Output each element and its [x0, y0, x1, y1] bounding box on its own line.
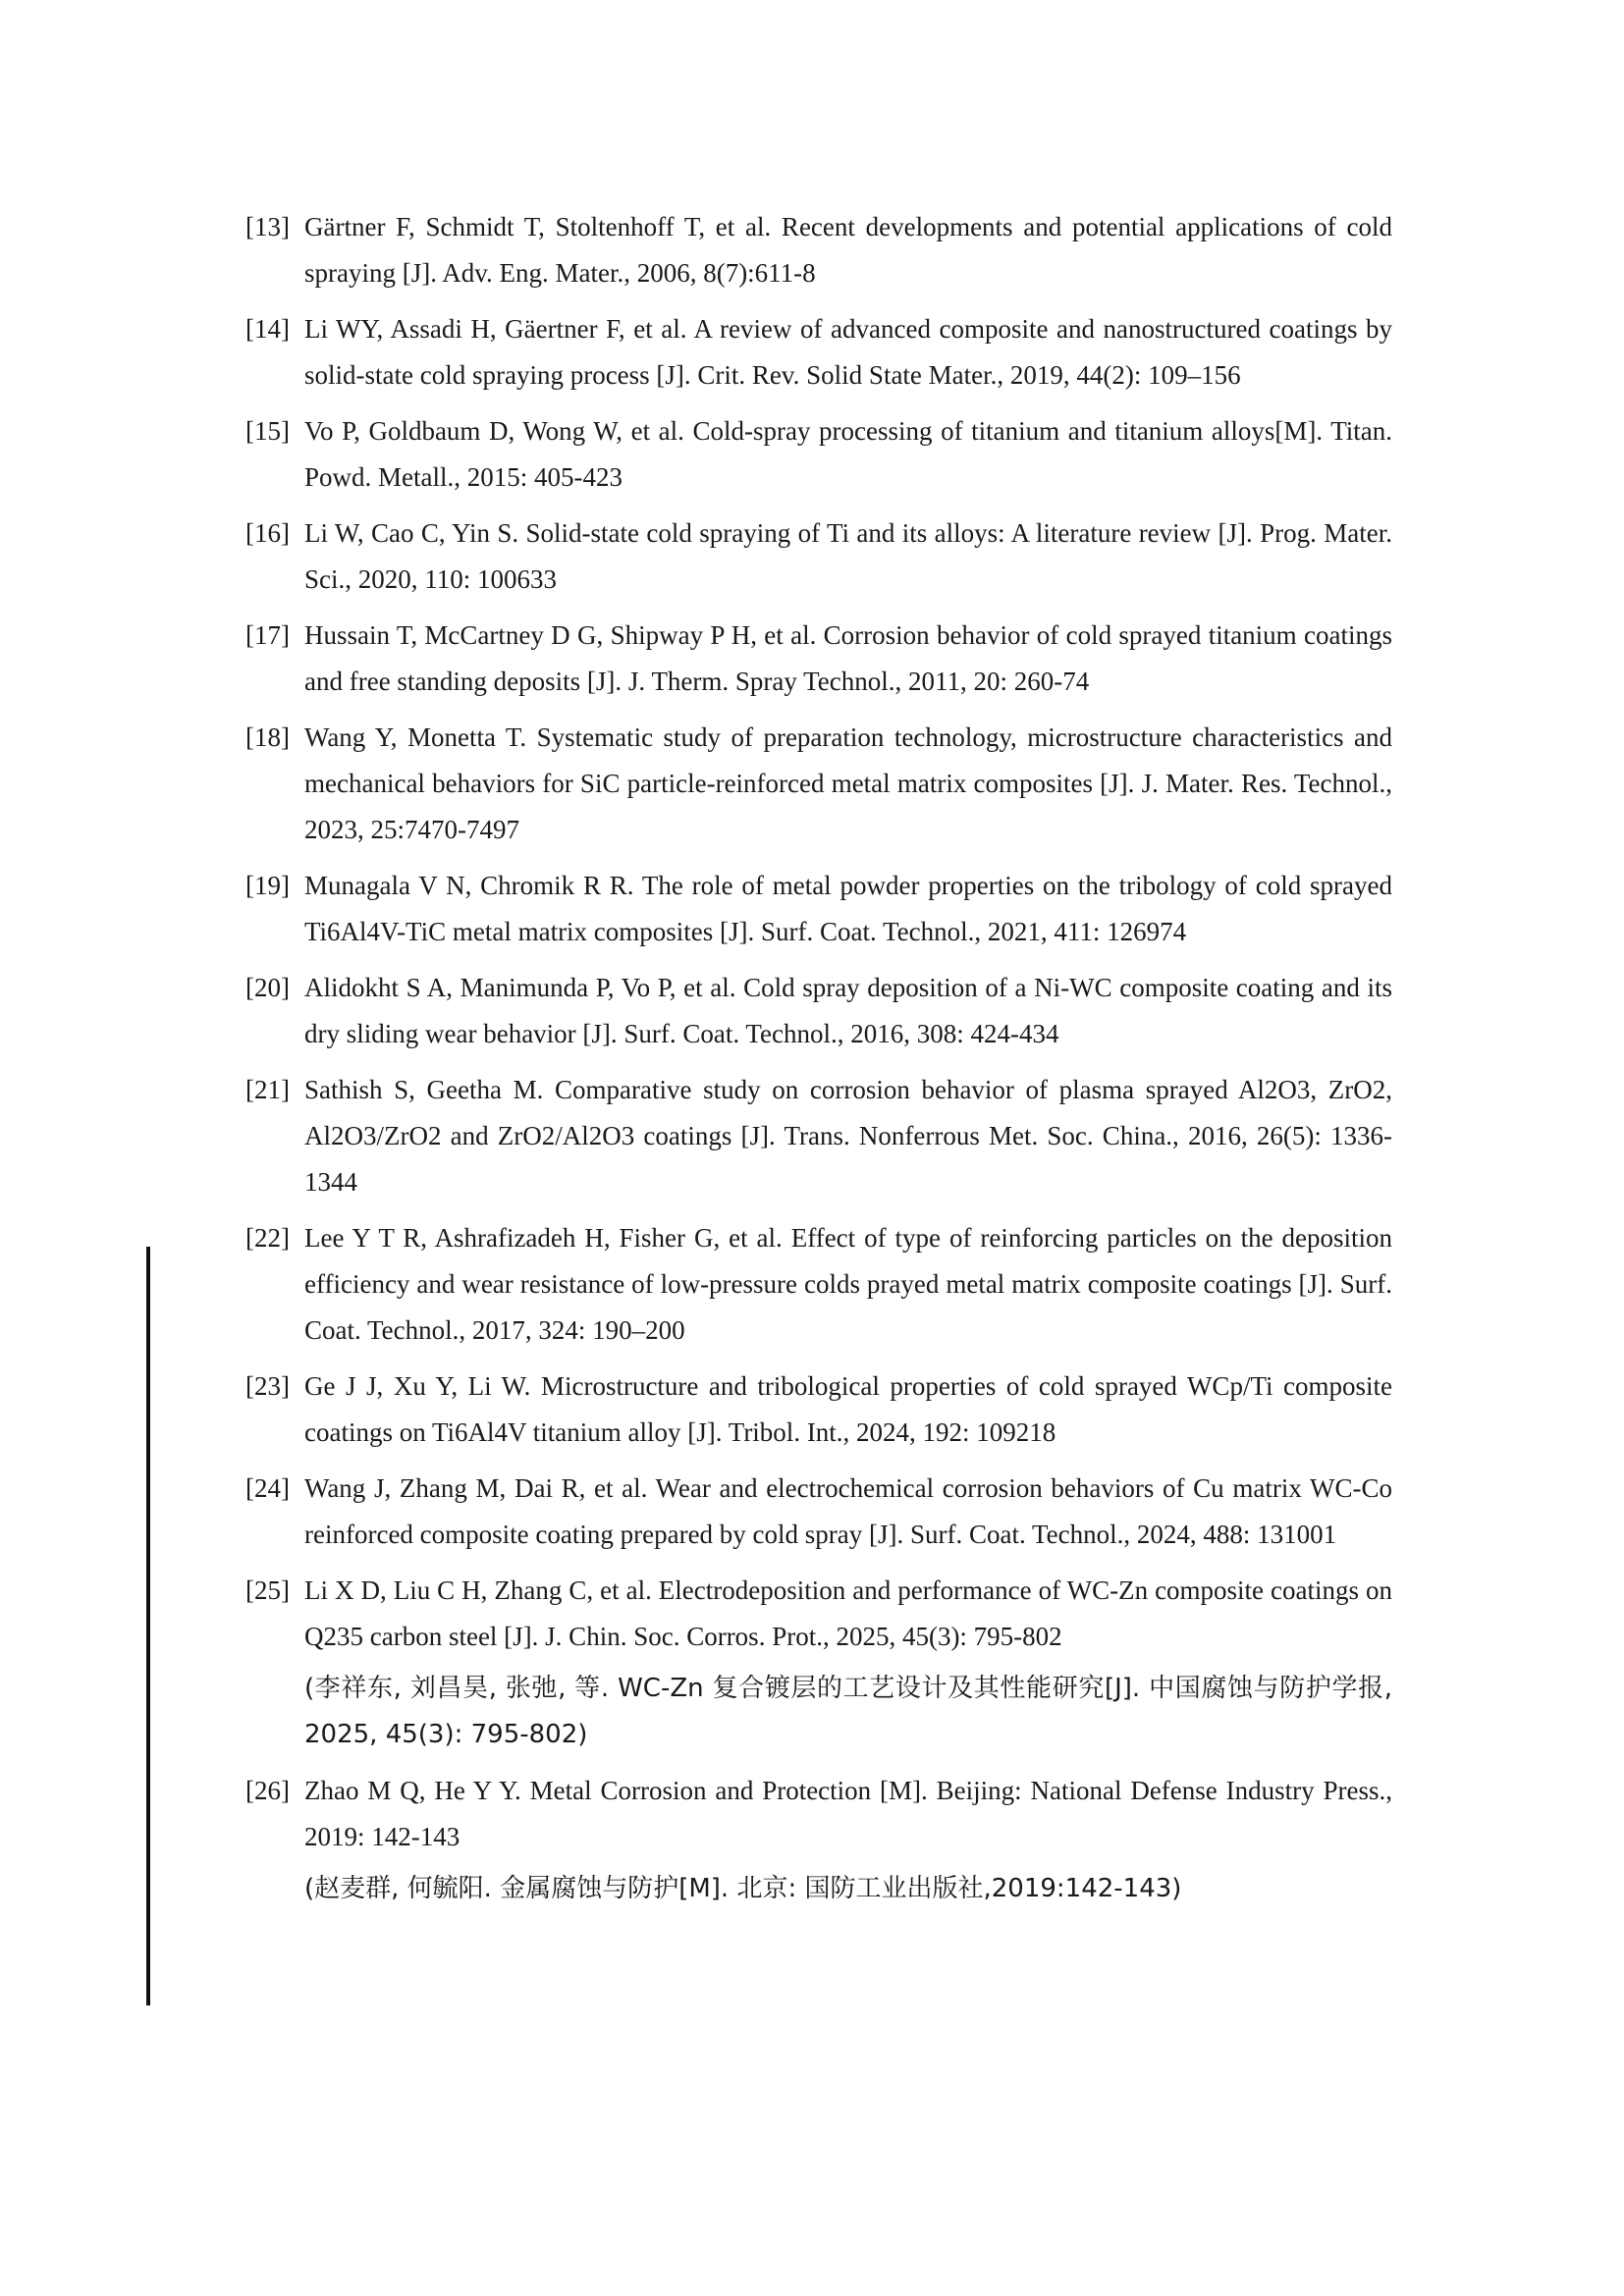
reference-number: [15]: [245, 416, 290, 446]
reference-text: Hussain T, McCartney D G, Shipway P H, et al. Corrosion behavior of cold sprayed titanium coatings and free standing deposits [J]. J. Therm. Spray Technol., 2011, 20: 260-74: [304, 620, 1392, 696]
reference-number: [26]: [245, 1776, 290, 1805]
reference-list: [245, 204, 1392, 1922]
reference-item: [245, 863, 1392, 955]
reference-text: Sathish S, Geetha M. Comparative study on corrosion behavior of plasma sprayed Al2O3, ZrO2, Al2O3/ZrO2 and ZrO2/Al2O3 coatings [J]. Trans. Nonferrous Met. Soc. China., 2016, 26(5): 1336-1344: [304, 1075, 1392, 1197]
reference-text: Li X D, Liu C H, Zhang C, et al. Electrodeposition and performance of WC-Zn composite coatings on Q235 carbon steel [J]. J. Chin. Soc. Corros. Prot., 2025, 45(3): 795-802: [304, 1575, 1392, 1651]
revision-change-bar: [146, 1247, 150, 2005]
reference-text: Lee Y T R, Ashrafizadeh H, Fisher G, et al. Effect of type of reinforcing particles on the deposition efficiency and wear resistance of low-pressure colds prayed metal matrix composite coatings [J]. Surf. Coat. Technol., 2017, 324: 190–200: [304, 1223, 1392, 1345]
reference-item: [245, 965, 1392, 1057]
reference-text: Ge J J, Xu Y, Li W. Microstructure and tribological properties of cold sprayed WCp/Ti composite coatings on Ti6Al4V titanium alloy [J]. Tribol. Int., 2024, 192: 109218: [304, 1371, 1392, 1447]
reference-text: Gärtner F, Schmidt T, Stoltenhoff T, et al. Recent developments and potential applications of cold spraying [J]. Adv. Eng. Mater., 2006, 8(7):611-8: [304, 212, 1392, 288]
reference-text: Wang Y, Monetta T. Systematic study of preparation technology, microstructure characteristics and mechanical behaviors for SiC particle-reinforced metal matrix composites [J]. J. Mater. Res. Technol., 2023, 25:7470-7497: [304, 722, 1392, 844]
reference-item: [245, 204, 1392, 296]
reference-chinese-text: (李祥东, 刘昌昊, 张弛, 等. WC-Zn 复合镀层的工艺设计及其性能研究[J]. 中国腐蚀与防护学报, 2025, 45(3): 795-802): [304, 1674, 1392, 1749]
reference-number: [19]: [245, 871, 290, 900]
reference-number: [14]: [245, 314, 290, 344]
reference-item: [245, 408, 1392, 501]
reference-number: [24]: [245, 1473, 290, 1503]
reference-item: [245, 1768, 1392, 1912]
reference-number: [20]: [245, 973, 290, 1002]
reference-text: Munagala V N, Chromik R R. The role of metal powder properties on the tribology of cold sprayed Ti6Al4V-TiC metal matrix composites [J]. Surf. Coat. Technol., 2021, 411: 126974: [304, 871, 1392, 946]
reference-item: [245, 1363, 1392, 1456]
reference-item: [245, 1568, 1392, 1758]
reference-text: Li WY, Assadi H, Gäertner F, et al. A review of advanced composite and nanostructured coatings by solid-state cold spraying process [J]. Crit. Rev. Solid State Mater., 2019, 44(2): 109–156: [304, 314, 1392, 390]
reference-number: [22]: [245, 1223, 290, 1253]
reference-number: [21]: [245, 1075, 290, 1104]
reference-text: Vo P, Goldbaum D, Wong W, et al. Cold-spray processing of titanium and titanium alloys[M]. Titan. Powd. Metall., 2015: 405-423: [304, 416, 1392, 492]
reference-item: [245, 1466, 1392, 1558]
reference-item: [245, 510, 1392, 603]
reference-item: [245, 306, 1392, 399]
reference-item: [245, 1215, 1392, 1354]
reference-number: [18]: [245, 722, 290, 752]
reference-number: [25]: [245, 1575, 290, 1605]
reference-text: Li W, Cao C, Yin S. Solid-state cold spraying of Ti and its alloys: A literature review [J]. Prog. Mater. Sci., 2020, 110: 100633: [304, 518, 1392, 594]
reference-text: Wang J, Zhang M, Dai R, et al. Wear and electrochemical corrosion behaviors of Cu matrix WC-Co reinforced composite coating prepared by cold spray [J]. Surf. Coat. Technol., 2024, 488: 131001: [304, 1473, 1392, 1549]
reference-number: [16]: [245, 518, 290, 548]
reference-number: [13]: [245, 212, 290, 241]
reference-item: [245, 715, 1392, 853]
reference-item: [245, 1067, 1392, 1205]
reference-chinese-text: (赵麦群, 何毓阳. 金属腐蚀与防护[M]. 北京: 国防工业出版社,2019:142-143): [304, 1874, 1182, 1903]
reference-number: [23]: [245, 1371, 290, 1401]
reference-number: [17]: [245, 620, 290, 650]
reference-text: Alidokht S A, Manimunda P, Vo P, et al. Cold spray deposition of a Ni-WC composite coating and its dry sliding wear behavior [J]. Surf. Coat. Technol., 2016, 308: 424-434: [304, 973, 1392, 1048]
reference-item: [245, 613, 1392, 705]
reference-text: Zhao M Q, He Y Y. Metal Corrosion and Protection [M]. Beijing: National Defense Industry Press., 2019: 142-143: [304, 1776, 1392, 1851]
